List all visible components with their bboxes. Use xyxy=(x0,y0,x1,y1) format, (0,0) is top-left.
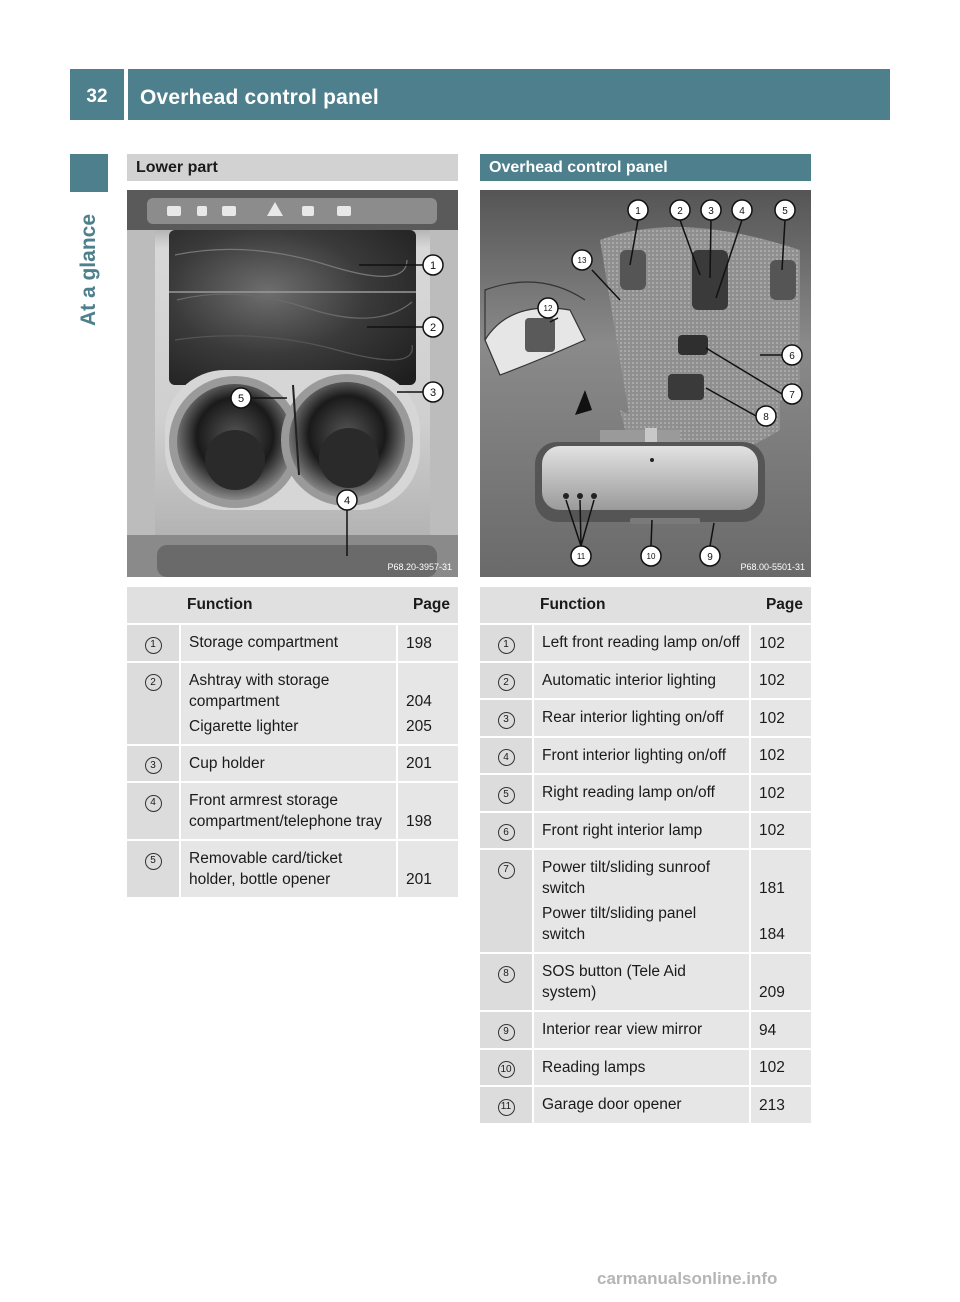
column-header-number xyxy=(127,587,179,623)
page-reference: 102 xyxy=(759,634,785,652)
function-entry: Interior rear view mirror xyxy=(542,1021,703,1038)
page-reference: 204 xyxy=(406,692,432,710)
page-reference: 181 xyxy=(759,880,785,897)
figure-callout: 3 xyxy=(708,206,714,217)
figure-callout: 12 xyxy=(543,304,553,313)
figure-callout: 13 xyxy=(577,256,587,265)
page-reference: 209 xyxy=(759,984,785,1001)
page-cell xyxy=(398,746,458,782)
callout-number: 2 xyxy=(498,674,515,691)
figure-callout: 4 xyxy=(739,206,745,217)
function-entry: Ashtray with storage compartment xyxy=(189,671,330,710)
page-cell xyxy=(751,625,811,661)
row-number-cell xyxy=(480,738,532,774)
row-number-cell xyxy=(480,1087,532,1123)
figure-callout: 4 xyxy=(343,495,351,507)
figure-callout: 5 xyxy=(237,393,245,405)
row-number-cell xyxy=(127,783,179,839)
function-entry: Front armrest storage compartment/telephone tray xyxy=(189,792,382,830)
table-row xyxy=(127,783,458,839)
page-cell xyxy=(751,1050,811,1086)
table-row xyxy=(480,663,811,699)
table-row xyxy=(127,841,458,897)
figure-code: P68.20-3957-31 xyxy=(387,562,452,572)
page-cell xyxy=(398,841,458,897)
figure-callout: 3 xyxy=(429,387,437,399)
figure-callout: 2 xyxy=(677,206,683,217)
function-cell xyxy=(532,775,751,811)
page-cell xyxy=(751,775,811,811)
function-entry: Right reading lamp on/off xyxy=(542,784,715,801)
callout-number: 4 xyxy=(145,795,162,812)
function-cell xyxy=(179,746,398,782)
row-number-cell xyxy=(480,850,532,952)
page-title: Overhead control panel xyxy=(140,86,379,109)
function-cell xyxy=(179,625,398,661)
column-header-function: Function xyxy=(532,587,751,623)
callout-number: 5 xyxy=(498,787,515,804)
callout-number: 11 xyxy=(498,1099,515,1116)
page-reference: 102 xyxy=(759,709,785,727)
table-row xyxy=(127,746,458,782)
function-entry: Power tilt/sliding panel switch xyxy=(542,905,697,943)
page-reference: 198 xyxy=(406,634,432,652)
row-number-cell xyxy=(480,1050,532,1086)
table-row xyxy=(480,1012,811,1048)
figure-code: P68.00-5501-31 xyxy=(740,562,805,572)
page-reference: 102 xyxy=(759,822,785,839)
function-cell xyxy=(532,738,751,774)
section-heading-overhead-panel: Overhead control panel xyxy=(480,154,811,181)
function-entry: Storage compartment xyxy=(189,634,339,651)
callout-number: 3 xyxy=(145,757,162,774)
page-cell xyxy=(751,700,811,736)
figure-callout: 8 xyxy=(763,412,769,423)
figure-callout: 1 xyxy=(635,206,641,217)
function-cell xyxy=(532,700,751,736)
page-cell xyxy=(751,850,811,952)
function-entry: Left front reading lamp on/off xyxy=(542,634,740,651)
page-reference: 184 xyxy=(759,926,785,943)
header-divider xyxy=(124,69,128,120)
callout-number: 1 xyxy=(498,637,515,654)
section-heading-lower-part: Lower part xyxy=(127,154,458,181)
callout-number: 6 xyxy=(498,824,515,841)
page-cell xyxy=(398,783,458,839)
row-number-cell xyxy=(127,663,179,744)
callout-number: 10 xyxy=(498,1061,515,1078)
footer-watermark: carmanualsonline.info xyxy=(597,1269,778,1288)
function-entry: Power tilt/sliding sunroof switch xyxy=(542,859,710,897)
row-number-cell xyxy=(480,663,532,699)
page-cell xyxy=(751,1087,811,1123)
figure-callout: 9 xyxy=(707,552,713,563)
page-cell xyxy=(751,1012,811,1048)
table-row xyxy=(480,1050,811,1086)
page-reference: 201 xyxy=(406,755,432,772)
row-number-cell xyxy=(480,954,532,1010)
table-row xyxy=(480,700,811,736)
page-cell xyxy=(751,738,811,774)
figure-callout: 1 xyxy=(429,260,437,272)
page-reference: 102 xyxy=(759,672,785,689)
function-entry: Garage door opener xyxy=(542,1096,682,1113)
overhead-panel-table xyxy=(480,585,811,1125)
page-reference: 102 xyxy=(759,1059,785,1076)
figure-overhead-panel xyxy=(480,190,811,577)
figure-callout: 2 xyxy=(429,322,437,334)
figure-lower-part xyxy=(127,190,458,577)
figure-callout: 6 xyxy=(789,351,795,362)
function-entry: Front interior lighting on/off xyxy=(542,746,727,764)
function-entry: Rear interior lighting on/off xyxy=(542,709,724,726)
page-reference: 102 xyxy=(759,747,785,764)
lower-part-table xyxy=(127,585,458,899)
callout-number: 1 xyxy=(145,637,162,654)
callout-number: 8 xyxy=(498,966,515,983)
function-cell xyxy=(532,625,751,661)
side-tab-marker xyxy=(70,154,108,192)
page-reference: 198 xyxy=(406,813,432,830)
function-entry: Removable card/ticket holder, bottle opener xyxy=(189,850,343,888)
figure-callout: 10 xyxy=(646,552,656,561)
row-number-cell xyxy=(480,775,532,811)
callout-number: 5 xyxy=(145,853,162,870)
callout-number: 4 xyxy=(498,749,515,766)
callout-number: 2 xyxy=(145,674,162,691)
function-cell xyxy=(532,954,751,1010)
function-entry: Automatic interior lighting xyxy=(542,671,717,689)
row-number-cell xyxy=(480,1012,532,1048)
function-cell xyxy=(179,783,398,839)
table-row xyxy=(480,738,811,774)
function-entry: Cup holder xyxy=(189,754,265,772)
function-cell xyxy=(532,663,751,699)
table-row xyxy=(480,625,811,661)
page-number: 32 xyxy=(86,86,108,107)
table-row xyxy=(480,954,811,1010)
page-reference: 213 xyxy=(759,1096,785,1114)
page-cell xyxy=(751,954,811,1010)
function-cell xyxy=(532,1087,751,1123)
function-entry: Reading lamps xyxy=(542,1058,646,1076)
table-row xyxy=(127,663,458,744)
page-cell xyxy=(398,625,458,661)
function-cell xyxy=(179,663,398,744)
page-reference: 205 xyxy=(406,717,432,735)
table-row xyxy=(480,775,811,811)
table-row xyxy=(480,850,811,952)
row-number-cell xyxy=(127,625,179,661)
row-number-cell xyxy=(480,625,532,661)
row-number-cell xyxy=(127,746,179,782)
callout-number: 3 xyxy=(498,712,515,729)
page-reference: 102 xyxy=(759,784,785,802)
table-row xyxy=(480,1087,811,1123)
function-entry: Cigarette lighter xyxy=(189,717,299,735)
function-cell xyxy=(532,850,751,952)
row-number-cell xyxy=(480,700,532,736)
function-cell xyxy=(532,1050,751,1086)
side-tab-label: At a glance xyxy=(77,213,100,327)
callout-number: 7 xyxy=(498,862,515,879)
figure-callout: 7 xyxy=(789,390,795,401)
callout-number: 9 xyxy=(498,1024,515,1041)
column-header-function: Function xyxy=(179,587,398,623)
page-cell xyxy=(751,813,811,849)
page-reference: 94 xyxy=(759,1021,777,1039)
column-header-page: Page xyxy=(398,587,458,623)
table-row xyxy=(480,813,811,849)
table-row xyxy=(127,625,458,661)
column-header-number xyxy=(480,587,532,623)
function-entry: SOS button (Tele Aid system) xyxy=(542,963,686,1001)
column-header-page: Page xyxy=(751,587,811,623)
function-entry: Front right interior lamp xyxy=(542,821,703,839)
function-cell xyxy=(179,841,398,897)
figure-callout: 11 xyxy=(576,552,586,561)
row-number-cell xyxy=(480,813,532,849)
function-cell xyxy=(532,1012,751,1048)
page-cell xyxy=(398,663,458,744)
page-cell xyxy=(751,663,811,699)
figure-callout: 5 xyxy=(782,206,788,217)
row-number-cell xyxy=(127,841,179,897)
page-reference: 201 xyxy=(406,871,432,888)
function-cell xyxy=(532,813,751,849)
